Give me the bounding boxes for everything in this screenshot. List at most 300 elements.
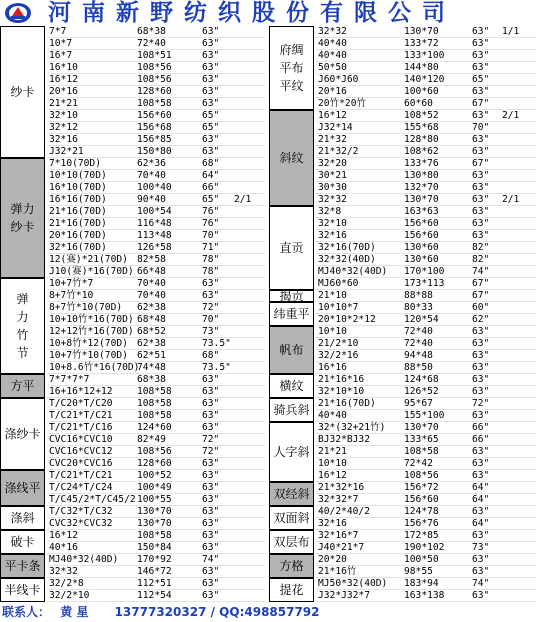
category-label: 涤斜 (10, 511, 35, 525)
product-grid (0, 26, 536, 602)
yarn-count: T/C21*T/C21 (49, 470, 113, 481)
density: 62*38 (137, 338, 166, 349)
contact-label: 联系人： (2, 605, 51, 619)
density: 100*60 (404, 86, 439, 97)
category-label: 方平 (10, 379, 35, 393)
width: 63" (202, 74, 220, 85)
category-cell (0, 530, 45, 554)
yarn-count: J10(赛)*16(70D) (49, 266, 134, 277)
spec-row (47, 494, 265, 506)
yarn-count: 21*10 (318, 290, 347, 301)
yarn-count: 32*32 (318, 194, 347, 205)
width: 63" (202, 38, 220, 49)
yarn-count: 20*10*2*12 (318, 314, 376, 325)
density: 108*58 (137, 530, 172, 541)
spec-row (47, 242, 265, 254)
spec-row (316, 494, 536, 506)
yarn-count: J40*21*7 (318, 542, 365, 553)
spec-row (316, 50, 536, 62)
category-label: 骑兵斜 (273, 403, 310, 417)
width: 73.5" (202, 362, 231, 373)
density: 156*60 (404, 218, 439, 229)
width: 70" (202, 314, 220, 325)
density: 72*40 (137, 38, 166, 49)
yarn-count: 32*10 (49, 110, 78, 121)
width: 64" (472, 494, 490, 505)
width: 63" (472, 230, 490, 241)
yarn-count: 16+16*12+12 (49, 386, 113, 397)
yarn-count: 32*10*10 (318, 386, 365, 397)
yarn-count: 20*16 (49, 86, 78, 97)
density: 116*48 (137, 218, 172, 229)
yarn-count: 10+7竹*10(70D) (49, 350, 128, 361)
density: 156*76 (404, 518, 439, 529)
yarn-count: 21*16(70D) (49, 206, 107, 217)
category-cell (0, 26, 45, 158)
density: 100*52 (137, 470, 172, 481)
spec-row (47, 566, 265, 578)
category-cell (269, 554, 314, 578)
category-cell (0, 278, 45, 374)
spec-row (47, 26, 265, 38)
density: 108*52 (404, 110, 439, 121)
density: 130*70 (137, 518, 172, 529)
width: 63" (202, 410, 220, 421)
yarn-count: 16*16(70D) (49, 194, 107, 205)
yarn-count: 32*(32+21竹) (318, 422, 386, 433)
density: 133*65 (404, 434, 439, 445)
contact-info: 13777320327 / QQ:498857792 (114, 605, 320, 619)
density: 156*60 (137, 110, 172, 121)
density: 172*85 (404, 530, 439, 541)
yarn-count: 21*21 (318, 446, 347, 457)
category-cell (0, 470, 45, 506)
width: 63" (202, 506, 220, 517)
density: 144*80 (404, 62, 439, 73)
spec-row (316, 374, 536, 386)
yarn-count: 10*10 (318, 326, 347, 337)
density: 62*38 (137, 302, 166, 313)
spec-row (47, 446, 265, 458)
yarn-count: 16*12 (49, 530, 78, 541)
width: 63" (472, 350, 490, 361)
spec-row (47, 110, 265, 122)
yarn-count: 40*40 (318, 38, 347, 49)
density: 150*80 (137, 146, 172, 157)
yarn-count: 40*40 (318, 50, 347, 61)
density: 80*33 (404, 302, 433, 313)
yarn-count: T/C20*T/C20 (49, 398, 113, 409)
width: 63" (202, 146, 220, 157)
width: 63" (472, 194, 490, 205)
density: 130*60 (404, 254, 439, 265)
spec-row (316, 86, 536, 98)
density: 120*54 (404, 314, 439, 325)
width: 68" (202, 158, 220, 169)
width: 65" (202, 110, 220, 121)
spec-row (47, 146, 265, 158)
spec-row (316, 338, 536, 350)
density: 146*72 (137, 566, 172, 577)
spec-row (316, 458, 536, 470)
density: 133*100 (404, 50, 445, 61)
width: 72" (472, 398, 490, 409)
yarn-count: MJ60*60 (318, 278, 359, 289)
density: 108*56 (137, 74, 172, 85)
density: 60*60 (404, 98, 433, 109)
width: 70" (202, 230, 220, 241)
yarn-count: T/C21*T/C21 (49, 410, 113, 421)
spec-row (316, 242, 536, 254)
yarn-count: 10+10竹*16(70D) (49, 314, 134, 325)
spec-row (316, 38, 536, 50)
spec-row (316, 578, 536, 590)
category-cell (0, 398, 45, 470)
yarn-count: 16*7 (49, 50, 73, 61)
width: 63" (202, 470, 220, 481)
yarn-count: 21*16(70D) (49, 218, 107, 229)
category-cell (269, 482, 314, 506)
yarn-count: 32*16*7 (318, 530, 359, 541)
spec-row (47, 338, 265, 350)
category-label: 半线卡 (4, 583, 41, 597)
density: 124*68 (404, 374, 439, 385)
category-label: 纱卡 (10, 85, 35, 99)
spec-row (316, 518, 536, 530)
yarn-count: 21*32/2 (318, 146, 359, 157)
width: 66" (472, 434, 490, 445)
density: 126*58 (137, 242, 172, 253)
density: 108*58 (137, 386, 172, 397)
density: 130*60 (404, 242, 439, 253)
density: 140*120 (404, 74, 445, 85)
category-label: 涤线平 (4, 481, 41, 495)
density: 108*51 (137, 50, 172, 61)
spec-row (47, 518, 265, 530)
width: 63" (472, 38, 490, 49)
spec-row (316, 590, 536, 602)
width: 63" (472, 470, 490, 481)
spec-row (316, 122, 536, 134)
category-label: 横纹 (279, 379, 304, 393)
density: 133*72 (404, 38, 439, 49)
yarn-count: 32*32 (49, 566, 78, 577)
width: 63" (202, 566, 220, 577)
density: 128*60 (137, 458, 172, 469)
density: 130*70 (404, 194, 439, 205)
yarn-count: 16*12 (318, 110, 347, 121)
spec-row (47, 158, 265, 170)
yarn-count: T/C32*T/C32 (49, 506, 113, 517)
yarn-count: 32*12 (49, 122, 78, 133)
category-cell (269, 506, 314, 530)
density: 100*55 (137, 494, 172, 505)
spec-row (316, 302, 536, 314)
spec-row (316, 182, 536, 194)
width: 63" (472, 458, 490, 469)
spec-row (47, 218, 265, 230)
yarn-count: 12(赛)*21(70D) (49, 254, 128, 265)
spec-row (316, 290, 536, 302)
yarn-count: 21*32 (318, 134, 347, 145)
spec-row (316, 362, 536, 374)
yarn-count: 32*32 (318, 26, 347, 37)
yarn-count: 16*16 (318, 362, 347, 373)
spec-row (316, 446, 536, 458)
spec-row (47, 314, 265, 326)
spec-row (316, 422, 536, 434)
width: 63" (472, 338, 490, 349)
width: 63" (472, 386, 490, 397)
width: 64" (202, 170, 220, 181)
width: 63" (472, 146, 490, 157)
spec-row (316, 26, 536, 38)
width: 63" (472, 506, 490, 517)
width: 63" (472, 554, 490, 565)
width: 63" (472, 566, 490, 577)
width: 60" (472, 302, 490, 313)
width: 63" (202, 374, 220, 385)
yarn-count: J32*14 (318, 122, 353, 133)
spec-row (47, 542, 265, 554)
yarn-count: 32*32(40D) (318, 254, 376, 265)
density: 150*84 (137, 542, 172, 553)
yarn-count: BJ32*BJ32 (318, 434, 370, 445)
width: 63" (472, 110, 490, 121)
density: 130*80 (404, 170, 439, 181)
yarn-count: 32*8 (318, 206, 342, 217)
yarn-count: 32/2*8 (49, 578, 84, 589)
density: 95*67 (404, 398, 433, 409)
density: 94*48 (404, 350, 433, 361)
weave: 2/1 (502, 194, 520, 205)
density: 126*52 (404, 386, 439, 397)
width: 78" (202, 266, 220, 277)
density: 82*58 (137, 254, 166, 265)
contact-name: 黄 星 (60, 605, 89, 619)
header (0, 0, 536, 26)
category-cell (0, 374, 45, 398)
density: 62*51 (137, 350, 166, 361)
yarn-count: 32*32*7 (318, 494, 359, 505)
spec-row (47, 530, 265, 542)
spec-row (316, 110, 536, 122)
density: 70*40 (137, 278, 166, 289)
spec-row (316, 554, 536, 566)
density: 70*40 (137, 170, 166, 181)
spec-row (47, 398, 265, 410)
density: 70*40 (137, 290, 166, 301)
spec-row (47, 266, 265, 278)
width: 63" (202, 530, 220, 541)
spec-row (316, 206, 536, 218)
yarn-count: 8+7竹*10 (49, 290, 94, 301)
density: 108*62 (404, 146, 439, 157)
left-column (0, 26, 265, 602)
density: 90*40 (137, 194, 166, 205)
weave: 2/1 (502, 110, 520, 121)
width: 63" (202, 290, 220, 301)
category-cell (0, 554, 45, 578)
weave: 1/1 (502, 26, 520, 37)
width: 63" (472, 218, 490, 229)
spec-row (47, 182, 265, 194)
density: 100*50 (404, 554, 439, 565)
density: 163*138 (404, 590, 445, 601)
density: 82*49 (137, 434, 166, 445)
width: 63" (472, 206, 490, 217)
yarn-count: MJ40*32(40D) (49, 554, 119, 565)
spec-row (47, 578, 265, 590)
yarn-count: T/C21*T/C16 (49, 422, 113, 433)
category-label: 纬重平 (273, 307, 310, 321)
width: 74" (202, 554, 220, 565)
width: 73.5" (202, 338, 231, 349)
yarn-count: MJ40*32(40D) (318, 266, 388, 277)
density: 108*58 (137, 398, 172, 409)
yarn-count: 21*16*16 (318, 374, 365, 385)
spec-row (47, 482, 265, 494)
category-label: 帆布 (279, 343, 304, 357)
width: 63" (472, 362, 490, 373)
density: 128*80 (404, 134, 439, 145)
yarn-count: CVC32*CVC32 (49, 518, 113, 529)
width: 62" (472, 314, 490, 325)
yarn-count: 21*32*16 (318, 482, 365, 493)
width: 63" (202, 386, 220, 397)
yarn-count: 16*12 (318, 470, 347, 481)
density: 183*94 (404, 578, 439, 589)
density: 163*63 (404, 206, 439, 217)
width: 66" (472, 422, 490, 433)
spec-row (316, 230, 536, 242)
density: 68*48 (137, 314, 166, 325)
width: 63" (472, 530, 490, 541)
spec-row (316, 266, 536, 278)
width: 78" (202, 254, 220, 265)
width: 63" (202, 26, 220, 37)
yarn-count: 40/2*40/2 (318, 506, 370, 517)
density: 112*51 (137, 578, 172, 589)
spec-row (316, 566, 536, 578)
density: 133*76 (404, 158, 439, 169)
density: 170*100 (404, 266, 445, 277)
density: 130*70 (404, 422, 439, 433)
density: 100*54 (137, 206, 172, 217)
spec-row (47, 134, 265, 146)
category-label: 揭贡 (279, 289, 304, 303)
width: 63" (472, 50, 490, 61)
width: 63" (472, 410, 490, 421)
spec-row (316, 158, 536, 170)
density: 124*60 (137, 422, 172, 433)
width: 63" (472, 62, 490, 73)
width: 63" (202, 62, 220, 73)
width: 71" (202, 242, 220, 253)
spec-row (316, 194, 536, 206)
spec-row (316, 410, 536, 422)
density: 100*49 (137, 482, 172, 493)
density: 130*70 (404, 26, 439, 37)
spec-row (316, 326, 536, 338)
yarn-count: 10*7 (49, 38, 73, 49)
width: 72" (202, 434, 220, 445)
yarn-count: 32*16 (318, 518, 347, 529)
width: 63" (202, 50, 220, 61)
spec-row (47, 422, 265, 434)
spec-row (316, 62, 536, 74)
yarn-count: 10*10(70D) (49, 170, 107, 181)
category-label: 方格 (279, 559, 304, 573)
spec-row (47, 410, 265, 422)
yarn-count: 32*10 (318, 218, 347, 229)
density: 108*58 (137, 410, 172, 421)
width: 63" (472, 26, 490, 37)
spec-row (316, 278, 536, 290)
yarn-count: 7*7 (49, 26, 67, 37)
spec-row (47, 98, 265, 110)
category-cell (269, 206, 314, 290)
width: 82" (472, 242, 490, 253)
category-label: 平卡条 (4, 559, 41, 573)
yarn-count: 21*16(70D) (318, 398, 376, 409)
category-cell (269, 422, 314, 482)
yarn-count: 32*16(70D) (49, 242, 107, 253)
yarn-count: 32*16 (49, 134, 78, 145)
right-column (269, 26, 536, 602)
width: 63" (202, 422, 220, 433)
yarn-count: 7*10(70D) (49, 158, 101, 169)
density: 108*56 (137, 62, 172, 73)
yarn-count: 8+7竹*10(70D) (49, 302, 123, 313)
width: 63" (202, 98, 220, 109)
width: 72" (202, 446, 220, 457)
yarn-count: 20*20 (318, 554, 347, 565)
spec-row (47, 434, 265, 446)
yarn-count: CVC16*CVC12 (49, 446, 113, 457)
spec-row (316, 506, 536, 518)
yarn-count: 10*10 (318, 458, 347, 469)
spec-row (47, 302, 265, 314)
width: 82" (472, 254, 490, 265)
width: 63" (202, 542, 220, 553)
category-cell (269, 302, 314, 326)
category-label: 破卡 (10, 535, 35, 549)
spec-row (47, 62, 265, 74)
yarn-count: 12+12竹*16(70D) (49, 326, 134, 337)
yarn-count: 10+8竹*12(70D) (49, 338, 128, 349)
width: 63" (472, 326, 490, 337)
density: 108*56 (137, 446, 172, 457)
density: 156*60 (404, 494, 439, 505)
width: 64" (472, 518, 490, 529)
width: 67" (472, 278, 490, 289)
width: 73" (472, 542, 490, 553)
category-cell (269, 374, 314, 398)
width: 63" (472, 86, 490, 97)
density: 88*88 (404, 290, 433, 301)
spec-row (316, 146, 536, 158)
width: 67" (472, 98, 490, 109)
width: 66" (202, 182, 220, 193)
spec-row (47, 590, 265, 602)
yarn-count: 32*16(70D) (318, 242, 376, 253)
spec-row (316, 314, 536, 326)
density: 113*48 (137, 230, 172, 241)
spec-row (316, 74, 536, 86)
width: 67" (472, 158, 490, 169)
yarn-count: 32/2*10 (49, 590, 90, 601)
